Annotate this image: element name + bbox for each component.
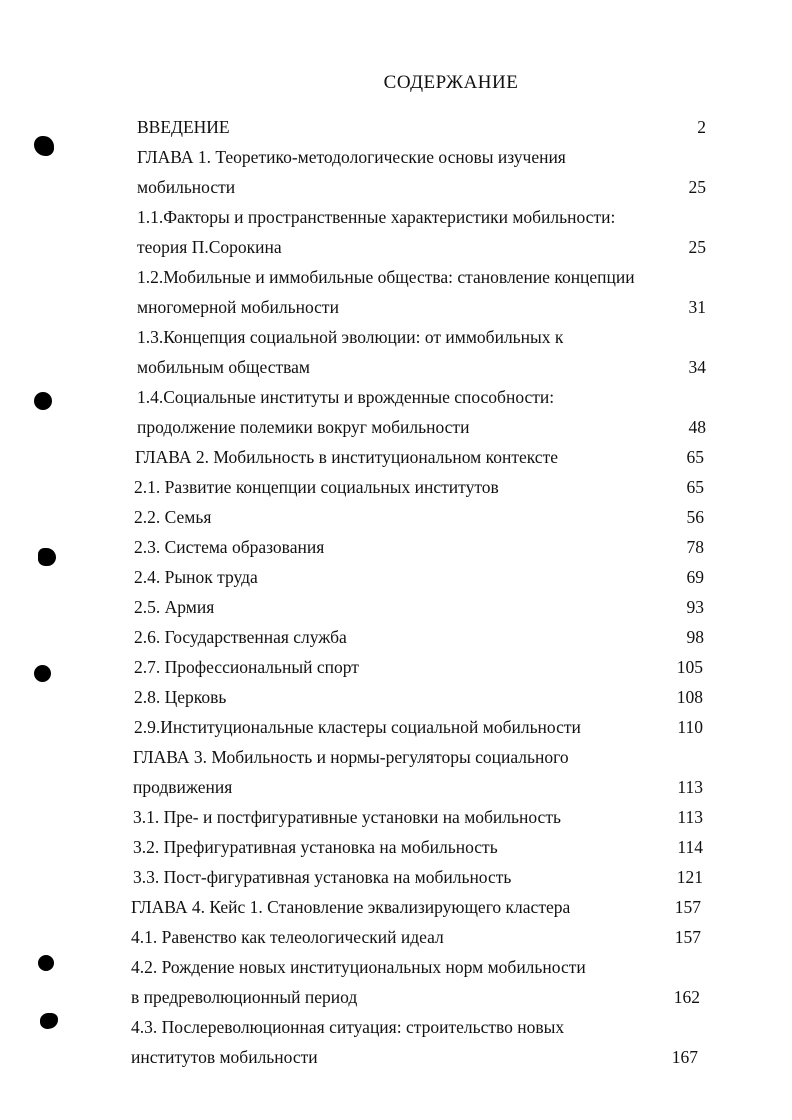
toc-entry-page: 31 (688, 297, 706, 317)
toc-entry-page: 65 (686, 477, 704, 497)
toc-entry-page: 56 (686, 507, 704, 527)
toc-entry-page: 162 (673, 987, 700, 1007)
toc-entry-text: ГЛАВА 3. Мобильность и нормы-регуляторы социального (133, 747, 569, 767)
toc-entry-page: 48 (688, 417, 706, 437)
toc-entry-text: ГЛАВА 4. Кейс 1. Становление эквализирующего кластера (131, 897, 571, 917)
toc-entry-text: продвижения (133, 777, 233, 797)
page-title: СОДЕРЖАНИЕ (383, 72, 519, 93)
toc-entry-page: 65 (686, 447, 704, 467)
toc-entry-text: 2.4. Рынок труда (134, 567, 258, 587)
toc-entry-text: ГЛАВА 2. Мобильность в институциональном контексте (135, 447, 558, 467)
toc-entry-page: 108 (676, 687, 703, 707)
toc-entry-text: 4.1. Равенство как телеологический идеал (131, 927, 444, 947)
toc-entry-text: 2.7. Профессиональный спорт (134, 657, 359, 677)
toc-entry-text: многомерной мобильности (137, 297, 339, 317)
toc-entry-text: 1.4.Социальные институты и врожденные способности: (137, 387, 555, 407)
toc-entry-page: 78 (686, 537, 704, 557)
toc-entry-text: 2.3. Система образования (134, 537, 325, 557)
toc-entry-text: 2.9.Институциональные кластеры социальной мобильности (134, 717, 581, 737)
toc-entry-page: 34 (688, 357, 706, 377)
toc-entry-text: ГЛАВА 1. Теоретико-методологические основы изучения (137, 147, 566, 167)
toc-entry-text: 4.2. Рождение новых институциональных норм мобильности (131, 957, 586, 977)
toc-entry-page: 157 (674, 897, 701, 917)
punch-hole (34, 392, 52, 410)
toc-entry-page: 98 (686, 627, 704, 647)
toc-entry-page: 25 (688, 177, 706, 197)
toc-entry-text: 3.1. Пре- и постфигуративные установки на мобильность (133, 807, 561, 827)
toc-entry-page: 105 (676, 657, 703, 677)
scan-blot (40, 1013, 58, 1029)
toc-entry-text: 2.5. Армия (134, 597, 215, 617)
punch-hole (38, 955, 54, 971)
toc-entry-text: 2.6. Государственная служба (134, 627, 347, 647)
toc-entry-text: в предреволюционный период (131, 987, 358, 1007)
toc-entry-page: 157 (674, 927, 701, 947)
toc-entry-text: 4.3. Послереволюционная ситуация: строительство новых (131, 1017, 565, 1037)
toc-entry-page: 114 (677, 837, 703, 857)
toc-entry-text: мобильным обществам (137, 357, 311, 377)
toc-entry-text: 1.3.Концепция социальной эволюции: от иммобильных к (137, 327, 564, 347)
toc-entry-text: 2.1. Развитие концепции социальных институтов (134, 477, 499, 497)
toc-entry-text: продолжение полемики вокруг мобильности (137, 417, 470, 437)
toc-entry-text: 3.3. Пост-фигуративная установка на мобильность (133, 867, 512, 887)
toc-entry-page: 69 (686, 567, 704, 587)
toc-entry-page: 2 (697, 117, 706, 137)
toc-entry-page: 167 (671, 1047, 698, 1067)
toc-entry-text: институтов мобильности (131, 1047, 318, 1067)
scan-blot (38, 548, 56, 566)
toc-entry-text: 3.2. Префигуративная установка на мобильность (133, 837, 498, 857)
toc-entry-page: 25 (688, 237, 706, 257)
toc-entry-page: 93 (686, 597, 704, 617)
toc-entry-text: ВВЕДЕНИЕ (137, 117, 230, 137)
toc-entry-text: 1.2.Мобильные и иммобильные общества: становление концепции (137, 267, 635, 287)
toc-entry-page: 121 (676, 867, 703, 887)
toc-entry-text: 2.2. Семья (134, 507, 212, 527)
toc-entry-page: 110 (677, 717, 703, 737)
toc-entry-text: теория П.Сорокина (137, 237, 282, 257)
toc-entry-page: 113 (677, 777, 703, 797)
punch-hole (34, 665, 51, 682)
toc-entry-text: 1.1.Факторы и пространственные характеристики мобильности: (137, 207, 616, 227)
toc-entry-page: 113 (677, 807, 703, 827)
toc-entry-text: 2.8. Церковь (134, 687, 227, 707)
toc-entry-text: мобильности (137, 177, 236, 197)
scan-blot (34, 136, 54, 156)
